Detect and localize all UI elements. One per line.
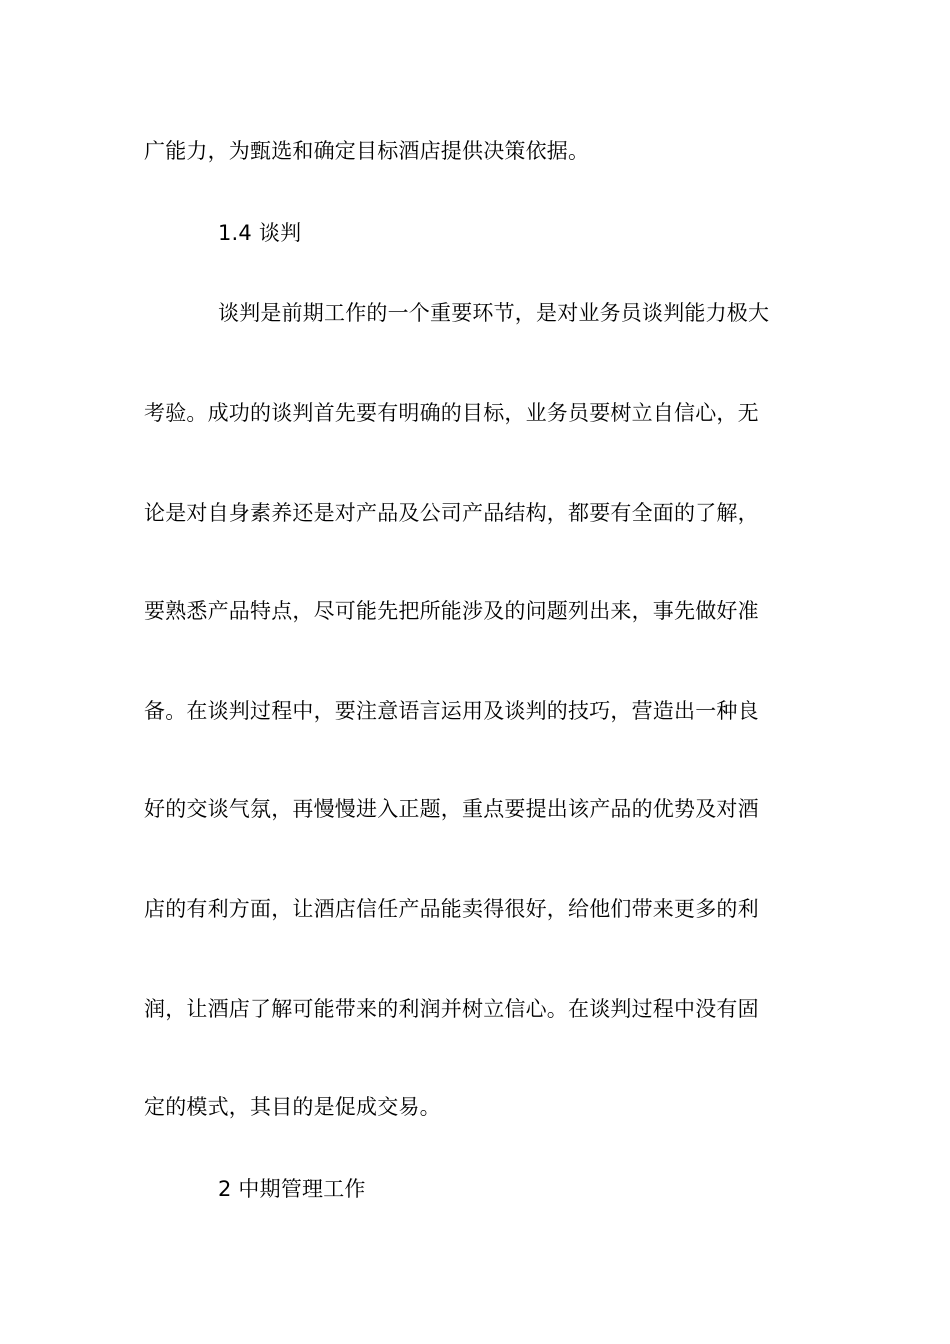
paragraph-line: 定的模式，其目的是促成交易。 xyxy=(144,1095,441,1119)
paragraph-line: 润，让酒店了解可能带来的利润并树立信心。在谈判过程中没有固 xyxy=(144,997,759,1021)
paragraph-line: 论是对自身素养还是对产品及公司产品结构，都要有全面的了解， xyxy=(144,501,759,525)
paragraph-line: 店的有利方面，让酒店信任产品能卖得很好，给他们带来更多的利 xyxy=(144,897,759,921)
paragraph-line: 谈判是前期工作的一个重要环节，是对业务员谈判能力极大 xyxy=(218,301,770,325)
paragraph-line: 要熟悉产品特点，尽可能先把所能涉及的问题列出来，事先做好准 xyxy=(144,599,759,623)
paragraph-line: 广能力，为甄选和确定目标酒店提供决策依据。 xyxy=(144,139,590,163)
paragraph-line: 好的交谈气氛，再慢慢进入正题，重点要提出该产品的优势及对酒 xyxy=(144,797,759,821)
section-heading-negotiation: 1.4 谈判 xyxy=(218,221,302,245)
paragraph-line: 考验。成功的谈判首先要有明确的目标，业务员要树立自信心，无 xyxy=(144,401,759,425)
paragraph-line: 备。在谈判过程中，要注意语言运用及谈判的技巧，营造出一种良 xyxy=(144,699,759,723)
section-heading-mid-term-management: 2 中期管理工作 xyxy=(218,1177,366,1201)
